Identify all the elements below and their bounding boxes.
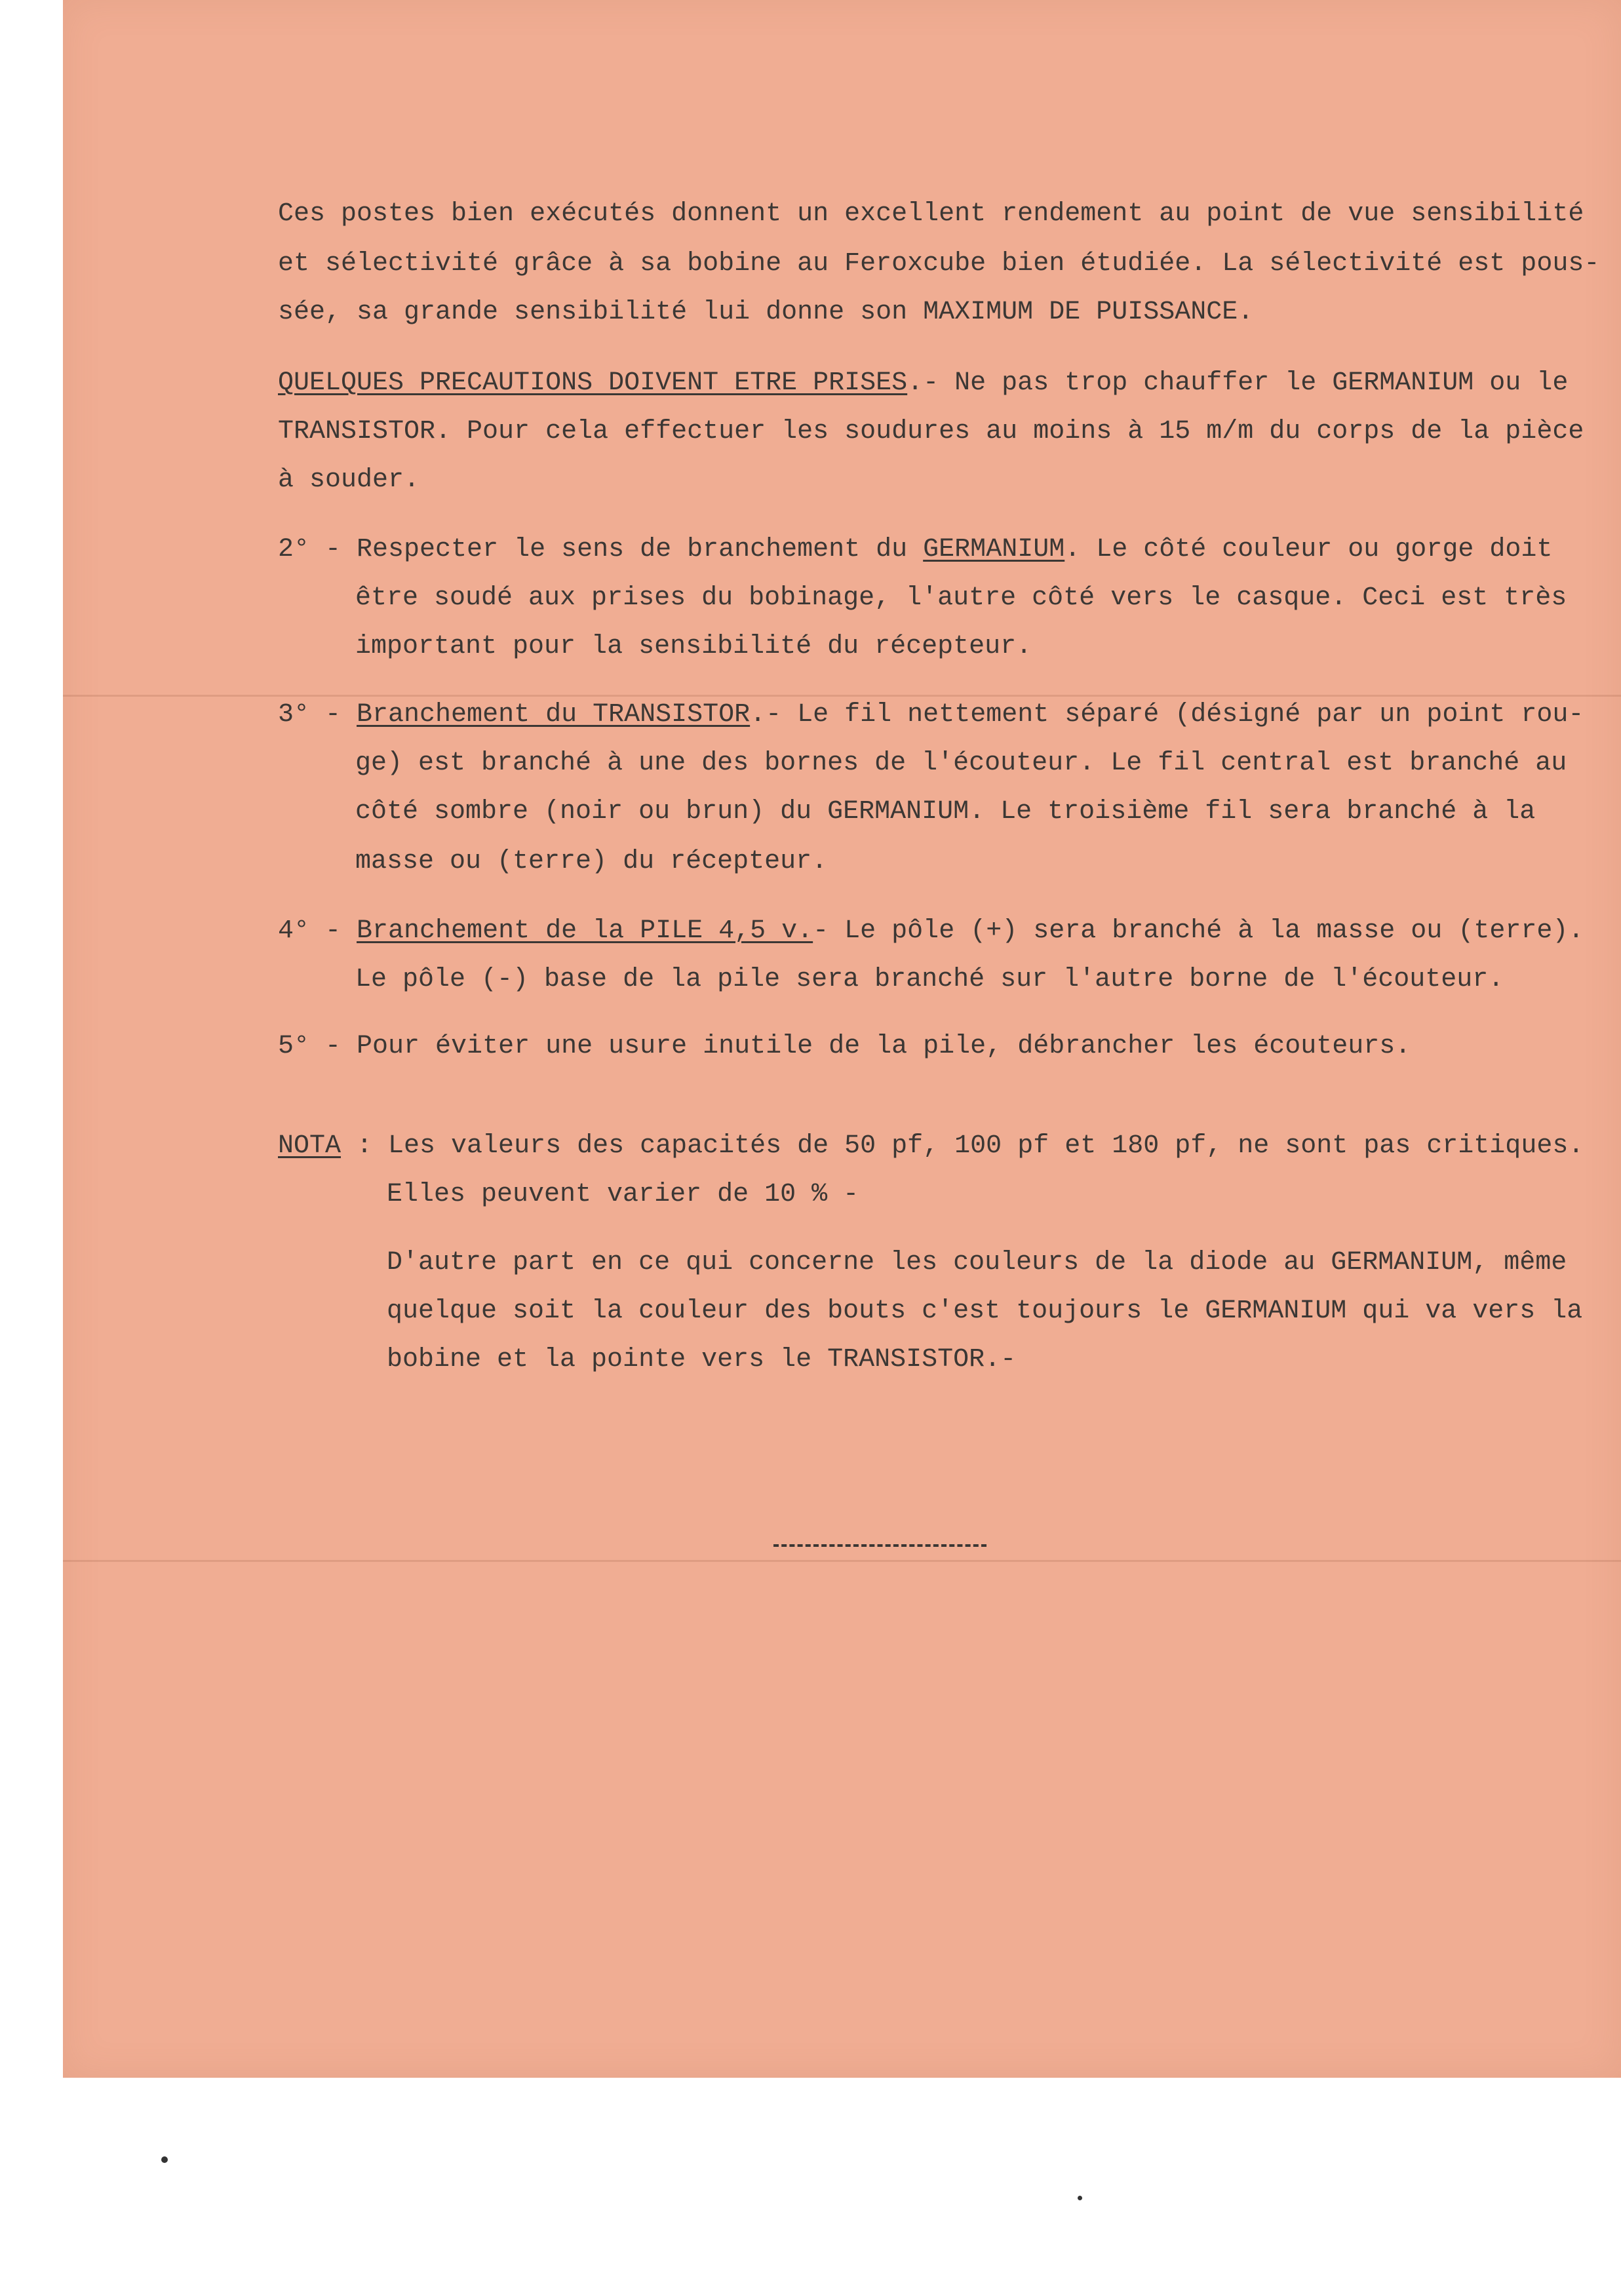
item-3-line: ge) est branché à une des bornes de l'écouteur. Le fil central est branché au <box>355 749 1567 778</box>
item-2-text: Respecter le sens de branchement du <box>357 535 924 564</box>
intro-line: et sélectivité grâce à sa bobine au Feroxcube bien étudiée. La sélectivité est pous- <box>278 249 1600 279</box>
item-3-heading: Branchement du TRANSISTOR <box>357 700 751 730</box>
item-4-text: - Le pôle (+) sera branché à la masse ou (terre). <box>813 916 1584 946</box>
nota-para2-line: quelque soit la couleur des bouts c'est toujours le GERMANIUM qui va vers la <box>387 1296 1583 1326</box>
item-3-line <box>278 691 1584 739</box>
nota-text: Les valeurs des capacités de 50 pf, 100 pf et 180 pf, ne sont pas critiques. <box>388 1131 1584 1161</box>
nota-para2-line: D'autre part en ce qui concerne les couleurs de la diode au GERMANIUM, même <box>387 1248 1567 1277</box>
item-2-line <box>278 526 1552 574</box>
precautions-text: .- Ne pas trop chauffer le GERMANIUM ou le <box>907 368 1569 398</box>
item-3-number: 3° - <box>278 700 357 730</box>
closing-dashed-rule <box>773 1544 986 1547</box>
precautions-heading: QUELQUES PRECAUTIONS DOIVENT ETRE PRISES <box>278 368 908 398</box>
scan-speck <box>161 2156 168 2163</box>
precautions-line: TRANSISTOR. Pour cela effectuer les soudures au moins à 15 m/m du corps de la pièce <box>278 417 1584 446</box>
nota-colon: : <box>341 1131 389 1161</box>
precautions-line: à souder. <box>278 465 420 495</box>
item-5-number: 5° - <box>278 1032 357 1061</box>
nota-line <box>278 1122 1584 1171</box>
item-2-number: 2° - <box>278 535 357 564</box>
item-4-number: 4° - <box>278 916 357 946</box>
nota-para2-line: bobine et la pointe vers le TRANSISTOR.- <box>387 1345 1017 1374</box>
item-3-line: côté sombre (noir ou brun) du GERMANIUM. Le troisième fil sera branché à la <box>355 797 1536 827</box>
item-4-line: Le pôle (-) base de la pile sera branché sur l'autre borne de l'écouteur. <box>355 965 1504 994</box>
item-5-line <box>278 1022 1411 1071</box>
intro-line: Ces postes bien exécutés donnent un excellent rendement au point de vue sensibilité <box>278 199 1584 229</box>
intro-line: sée, sa grande sensibilité lui donne son MAXIMUM DE PUISSANCE. <box>278 298 1254 327</box>
item-4-heading: Branchement de la PILE 4,5 v. <box>357 916 813 946</box>
item-2-line: être soudé aux prises du bobinage, l'autre côté vers le casque. Ceci est très <box>355 583 1567 613</box>
germanium-keyword: GERMANIUM <box>923 535 1065 564</box>
item-2-text: . Le côté couleur ou gorge doit <box>1064 535 1553 564</box>
item-3-text: .- Le fil nettement séparé (désigné par un point rou- <box>750 700 1584 730</box>
nota-line: Elles peuvent varier de 10 % - <box>387 1180 859 1209</box>
item-2-line: important pour la sensibilité du récepteur. <box>355 632 1032 661</box>
nota-label: NOTA <box>278 1131 342 1161</box>
precautions-line <box>278 359 1568 408</box>
item-3-line: masse ou (terre) du récepteur. <box>355 847 828 876</box>
item-5-text: Pour éviter une usure inutile de la pile, débrancher les écouteurs. <box>357 1032 1411 1061</box>
item-4-line <box>278 907 1584 956</box>
paper-fold-line <box>63 1560 1621 1562</box>
scan-speck <box>1078 2196 1082 2200</box>
